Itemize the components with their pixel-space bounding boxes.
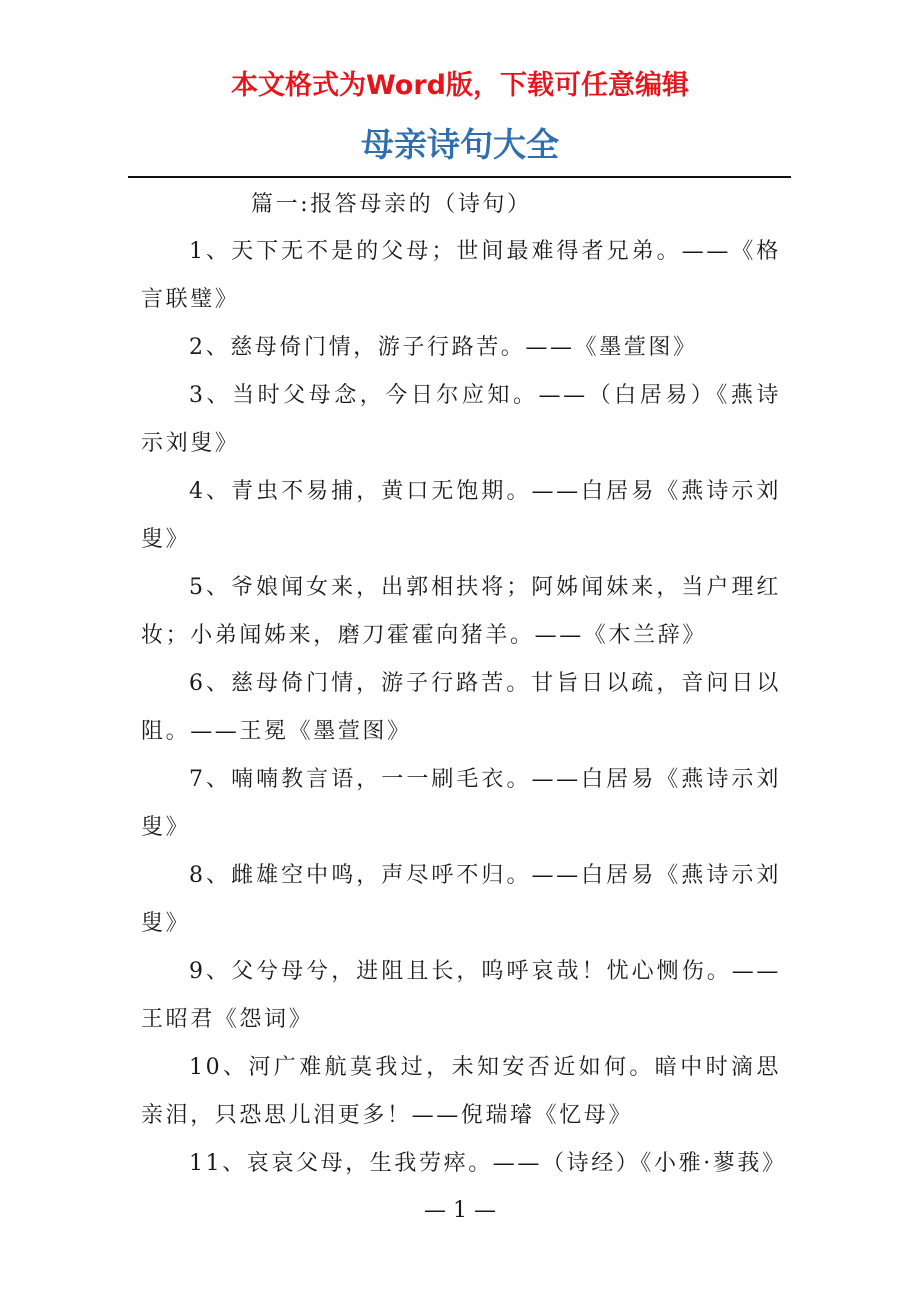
title-divider bbox=[128, 176, 791, 178]
poem-item: 5、爷娘闻女来，出郭相扶将；阿姊闻妹来，当户理红妆；小弟闻姊来，磨刀霍霍向猪羊。——《木兰辞》 bbox=[141, 575, 781, 648]
poem-item: 9、父兮母兮，进阻且长，呜呼哀哉！忧心恻伤。——王昭君《怨词》 bbox=[141, 959, 781, 1032]
document-body bbox=[141, 182, 787, 1188]
poem-item: 11、哀哀父母，生我劳瘁。——（诗经）《小雅·蓼莪》 bbox=[189, 1151, 787, 1176]
download-banner: 本文格式为Word版，下载可任意编辑 bbox=[230, 70, 689, 101]
page-number: — 1 — bbox=[424, 1198, 496, 1223]
poem-item: 6、慈母倚门情，游子行路苦。甘旨日以疏，音问日以阻。——王冕《墨萱图》 bbox=[141, 671, 781, 744]
poem-item: 8、雌雄空中鸣，声尽呼不归。——白居易《燕诗示刘叟》 bbox=[141, 863, 781, 936]
poem-item: 1、天下无不是的父母；世间最难得者兄弟。——《格言联璧》 bbox=[141, 239, 781, 312]
poem-item: 4、青虫不易捕，黄口无饱期。——白居易《燕诗示刘叟》 bbox=[141, 479, 781, 552]
document-title: 母亲诗句大全 bbox=[361, 125, 559, 164]
poem-item: 3、当时父母念，今日尔应知。——（白居易）《燕诗示刘叟》 bbox=[141, 383, 781, 456]
poem-item: 10、河广难航莫我过，未知安否近如何。暗中时滴思亲泪，只恐思儿泪更多！——倪瑞璿《忆母》 bbox=[141, 1055, 781, 1128]
poem-item: 7、喃喃教言语，一一刷毛衣。——白居易《燕诗示刘叟》 bbox=[141, 767, 781, 840]
section-heading: 篇一:报答母亲的（诗句） bbox=[251, 192, 532, 217]
poem-item: 2、慈母倚门情，游子行路苦。——《墨萱图》 bbox=[189, 335, 698, 360]
